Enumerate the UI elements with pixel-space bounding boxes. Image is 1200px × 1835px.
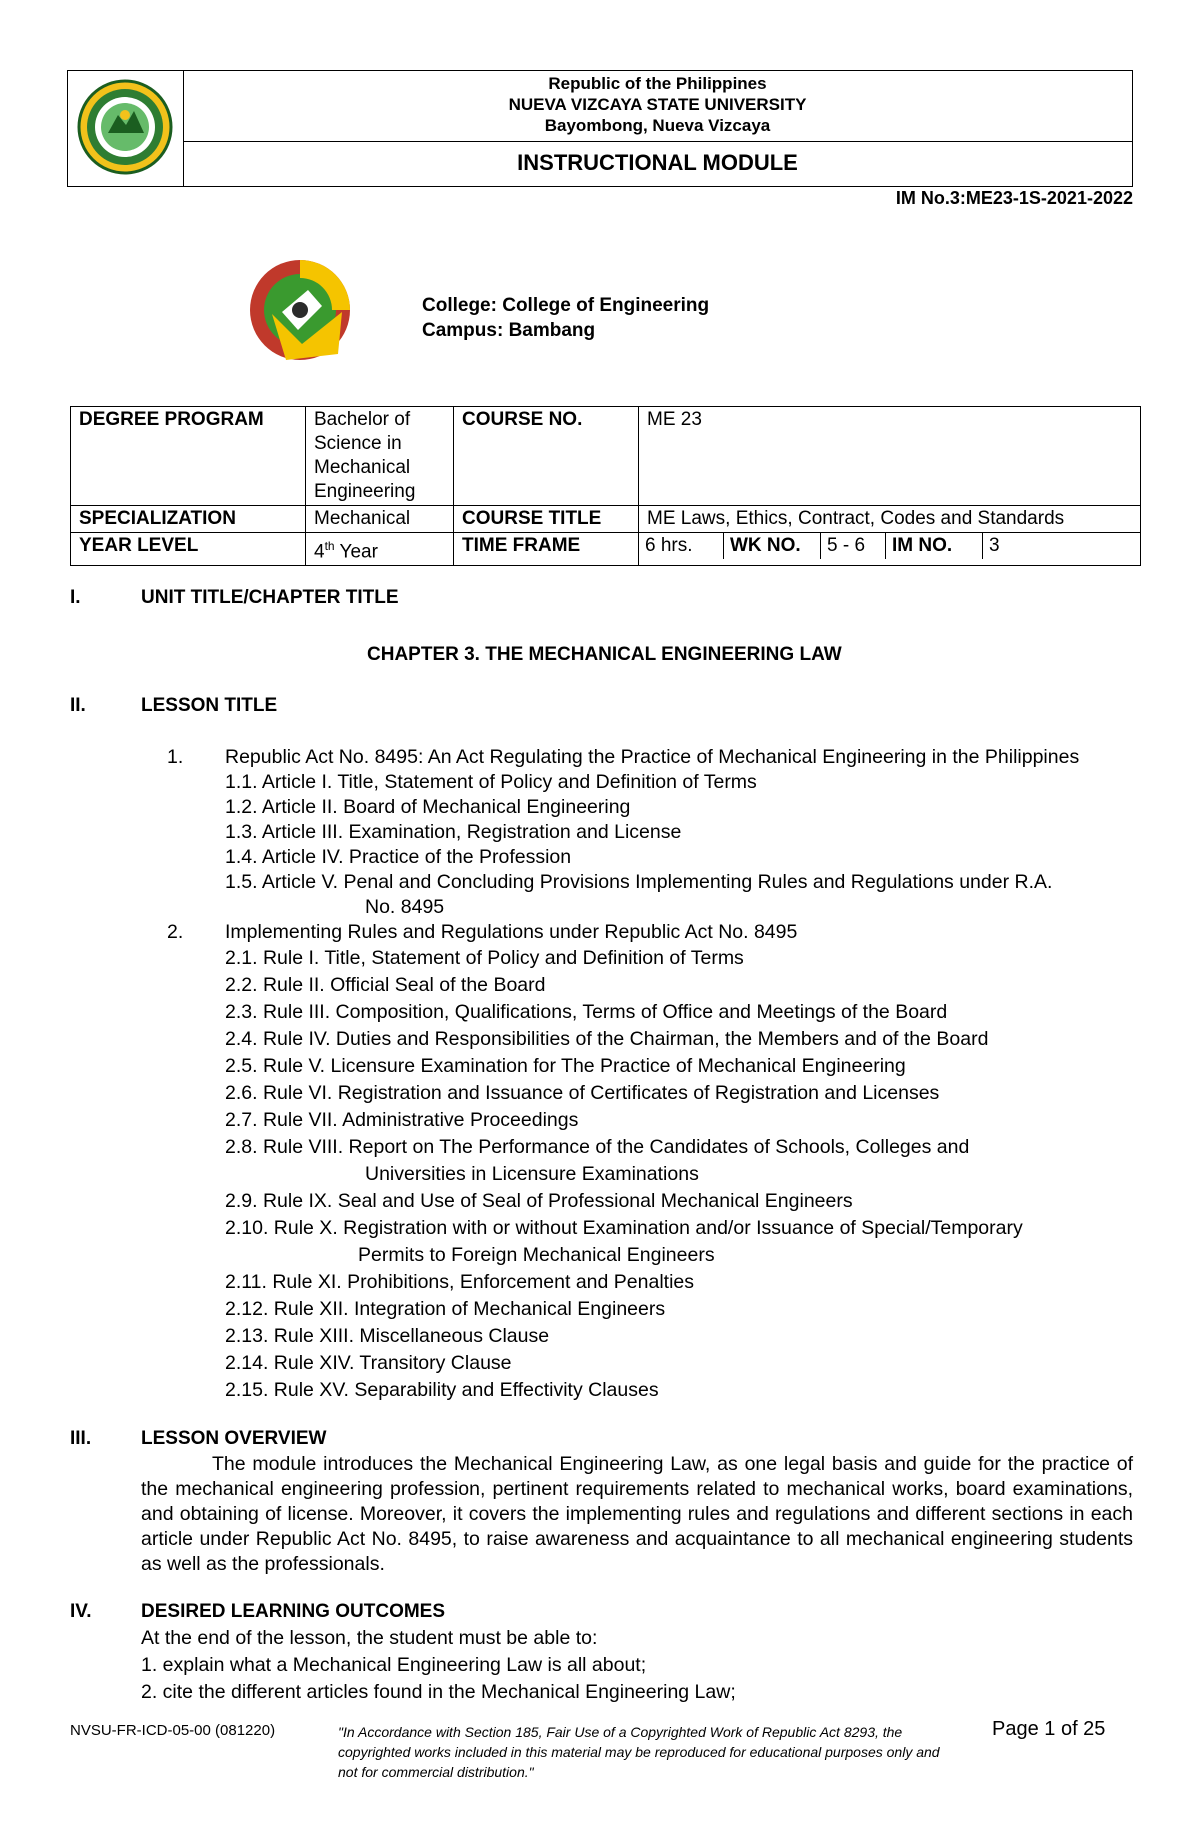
list-item: 2.3. Rule III. Composition, Qualifications, Terms of Office and Meetings of the Board xyxy=(225,1001,948,1023)
list-item: 2.5. Rule V. Licensure Examination for The Practice of Mechanical Engineering xyxy=(225,1055,906,1077)
college-logo-icon xyxy=(242,254,362,374)
list-item: 2.4. Rule IV. Duties and Responsibilities of the Chairman, the Members and of the Board xyxy=(225,1028,989,1050)
specialization-label: SPECIALIZATION xyxy=(71,506,306,533)
time-frame-value: 6 hrs. xyxy=(639,533,724,559)
course-info-table xyxy=(70,406,1141,566)
im-no-value: 3 xyxy=(989,535,1000,556)
section-title: LESSON TITLE xyxy=(141,695,278,716)
list-item: 2.6. Rule VI. Registration and Issuance of Certificates of Registration and Licenses xyxy=(225,1082,940,1104)
list-item: 1.3. Article III. Examination, Registration and License xyxy=(225,821,682,843)
table-row xyxy=(71,533,1141,566)
list-item: 2.8. Rule VIII. Report on The Performance of the Candidates of Schools, Colleges and xyxy=(225,1136,970,1158)
campus-name: Campus: Bambang xyxy=(422,320,596,341)
course-title-label: COURSE TITLE xyxy=(454,506,639,533)
list-item: 1. explain what a Mechanical Engineering Law is all about; xyxy=(141,1654,647,1676)
document-header xyxy=(67,70,1133,187)
college-name: College: College of Engineering xyxy=(422,295,710,316)
chapter-title: CHAPTER 3. THE MECHANICAL ENGINEERING LAW xyxy=(367,644,842,665)
nvsu-seal-icon xyxy=(68,71,183,186)
table-row xyxy=(71,407,1141,506)
degree-program-label: DEGREE PROGRAM xyxy=(71,407,306,506)
list-item: 2.13. Rule XIII. Miscellaneous Clause xyxy=(225,1325,550,1347)
section-title: UNIT TITLE/CHAPTER TITLE xyxy=(141,587,399,608)
section-title: LESSON OVERVIEW xyxy=(141,1428,327,1449)
university-seal-cell xyxy=(68,71,184,186)
specialization-value: Mechanical xyxy=(306,506,454,533)
copyright-notice: "In Accordance with Section 185, Fair Use of a Copyrighted Work of Republic Act 8293, the copyrighted works included in this material may be reproduced for educational purposes only and not for commercial distribution." xyxy=(338,1724,940,1780)
list-item: Implementing Rules and Regulations under Republic Act No. 8495 xyxy=(225,921,798,943)
list-item: 2.15. Rule XV. Separability and Effectivity Clauses xyxy=(225,1379,659,1401)
university-title-block xyxy=(183,71,1132,142)
page-number: Page 1 of 25 xyxy=(992,1718,1106,1740)
course-no-label: COURSE NO. xyxy=(454,407,639,506)
degree-program-value: Bachelor of Science in Mechanical Engineering xyxy=(306,407,454,506)
time-frame-label: TIME FRAME xyxy=(454,533,639,566)
year-level-label: YEAR LEVEL xyxy=(71,533,306,566)
im-no-label: IM NO. xyxy=(886,533,983,559)
form-code: NVSU-FR-ICD-05-00 (081220) xyxy=(70,1722,276,1739)
list-item: Permits to Foreign Mechanical Engineers xyxy=(358,1244,715,1266)
outcomes-intro: At the end of the lesson, the student must be able to: xyxy=(141,1627,598,1649)
section-number: I. xyxy=(70,587,81,608)
list-item: Republic Act No. 8495: An Act Regulating the Practice of Mechanical Engineering in the Philippines xyxy=(225,746,1080,768)
list-item: 2.14. Rule XIV. Transitory Clause xyxy=(225,1352,512,1374)
list-item: 1.4. Article IV. Practice of the Profession xyxy=(225,846,572,868)
list-item: 1.2. Article II. Board of Mechanical Engineering xyxy=(225,796,631,818)
section-number: IV. xyxy=(70,1601,92,1622)
week-no-label: WK NO. xyxy=(724,533,821,559)
list-item: 1.5. Article V. Penal and Concluding Provisions Implementing Rules and Regulations under R.A. xyxy=(225,871,1053,893)
course-no-value: ME 23 xyxy=(639,407,1141,506)
year-level-value: 4th Year xyxy=(306,533,454,566)
list-item: 2. cite the different articles found in the Mechanical Engineering Law; xyxy=(141,1681,736,1703)
module-title: INSTRUCTIONAL MODULE xyxy=(517,150,798,175)
list-item: 2.1. Rule I. Title, Statement of Policy and Definition of Terms xyxy=(225,947,744,969)
list-item: No. 8495 xyxy=(365,896,445,918)
week-no-value: 5 - 6 xyxy=(821,533,886,559)
list-item: 2.9. Rule IX. Seal and Use of Seal of Professional Mechanical Engineers xyxy=(225,1190,853,1212)
time-frame-cell xyxy=(639,533,1141,566)
section-number: III. xyxy=(70,1428,92,1449)
list-item: Universities in Licensure Examinations xyxy=(365,1163,699,1185)
im-number: IM No.3:ME23-1S-2021-2022 xyxy=(895,188,1133,208)
republic-line: Republic of the Philippines xyxy=(548,74,767,93)
overview-paragraph: The module introduces the Mechanical Engineering Law, as one legal basis and guide for the practice of the mechanical engineering profession, pertinent requirements related to mechanical works, board examinations, and obtaining of license. Moreover, it covers the implementing rules and regulations and different sections in each article under Republic Act No. 8495, to raise awareness and acquaintance to all mechanical engineering students as well as the professionals. xyxy=(141,1453,1133,1575)
list-item: 2.2. Rule II. Official Seal of the Board xyxy=(225,974,546,996)
table-row xyxy=(71,506,1141,533)
list-item-number: 1. xyxy=(167,746,184,768)
college-info xyxy=(422,293,709,343)
university-location: Bayombong, Nueva Vizcaya xyxy=(544,116,771,135)
list-item: 1.1. Article I. Title, Statement of Policy and Definition of Terms xyxy=(225,771,757,793)
section-title: DESIRED LEARNING OUTCOMES xyxy=(141,1601,446,1622)
list-item: 2.11. Rule XI. Prohibitions, Enforcement and Penalties xyxy=(225,1271,694,1293)
list-item: 2.12. Rule XII. Integration of Mechanical Engineers xyxy=(225,1298,666,1320)
list-item-number: 2. xyxy=(167,921,184,943)
university-name: NUEVA VIZCAYA STATE UNIVERSITY xyxy=(508,95,807,114)
outcomes-list xyxy=(141,1625,736,1706)
course-title-value: ME Laws, Ethics, Contract, Codes and Standards xyxy=(639,506,1141,533)
list-item: 2.7. Rule VII. Administrative Proceedings xyxy=(225,1109,579,1131)
section-number: II. xyxy=(70,695,86,716)
list-item: 2.10. Rule X. Registration with or without Examination and/or Issuance of Special/Temporary xyxy=(225,1217,1023,1239)
